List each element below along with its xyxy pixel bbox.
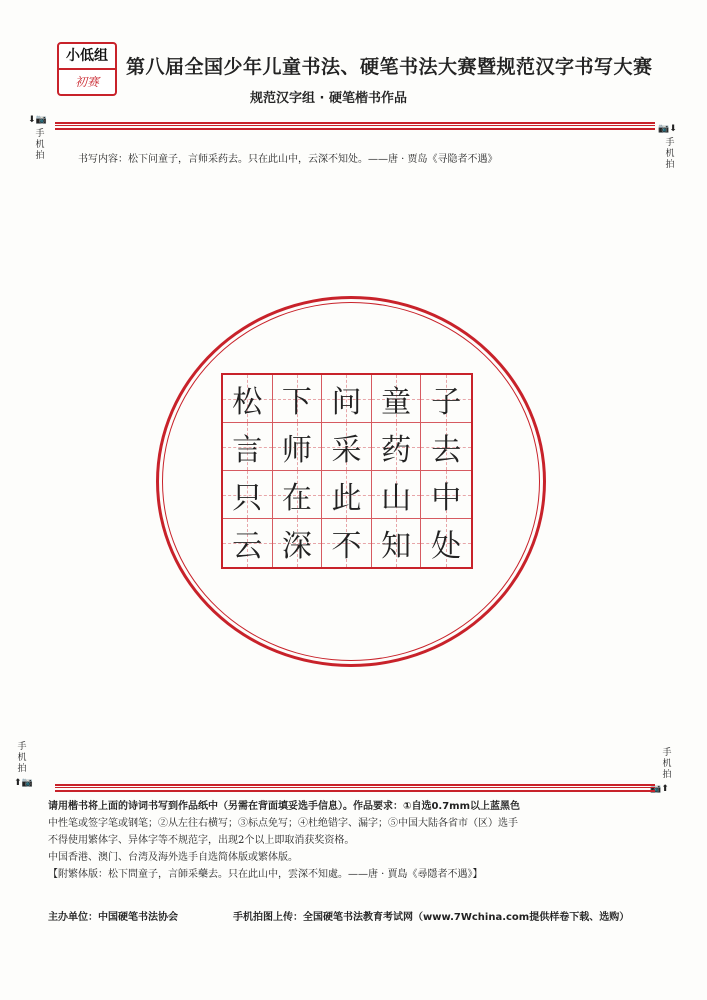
grid-cell — [372, 519, 422, 567]
grid-char: 子 — [431, 384, 462, 420]
grid-cell — [273, 423, 323, 471]
bottom-divider — [55, 784, 655, 792]
grid-char: 中 — [431, 480, 462, 516]
grid-cell — [372, 423, 422, 471]
instruction-line: 中国香港、澳门、台湾及海外选手自选简体版或繁体版。 — [48, 852, 298, 863]
stage-label: 初赛 — [74, 75, 99, 89]
grid-char: 童 — [381, 384, 412, 420]
upload-info: 手机拍图上传：全国硬笔书法教育考试网（www.7Wchina.com提供样卷下载、选购） — [233, 912, 630, 923]
right-top-camera-icon: 📷⬇ — [658, 124, 677, 134]
grid-cell — [223, 423, 273, 471]
grid-cell — [322, 519, 372, 567]
instruction-line: 中性笔或签字笔或钢笔；②从左往右横写；③标点免写；④杜绝错字、漏字；⑤中国大陆各省市（区）选手 — [48, 818, 518, 829]
grid-char: 药 — [381, 432, 412, 468]
grid-char: 在 — [281, 480, 312, 516]
top-divider — [55, 122, 655, 130]
grid-cell — [322, 423, 372, 471]
grid-char: 山 — [381, 480, 412, 516]
left-top-photo-hint — [33, 129, 47, 162]
photo-hint-text: 手机拍 — [35, 129, 45, 161]
group-badge — [57, 42, 117, 96]
grid-cell — [322, 375, 372, 423]
grid-cell — [223, 519, 273, 567]
right-top-photo-hint — [663, 138, 677, 171]
grid-cell — [223, 375, 273, 423]
grid-cell — [273, 471, 323, 519]
grid-cell — [322, 471, 372, 519]
grid-cell — [421, 519, 471, 567]
grid-char: 师 — [281, 432, 312, 468]
grid-char: 只 — [232, 480, 263, 516]
grid-cell — [223, 471, 273, 519]
grid-cell — [372, 375, 422, 423]
left-top-camera-icon: ⬇📷 — [28, 115, 47, 125]
grid-cell — [372, 471, 422, 519]
right-bottom-camera-icon: 📷⬆ — [650, 784, 669, 794]
left-bottom-camera-icon: ⬆📷 — [14, 778, 33, 788]
grid-cell — [421, 471, 471, 519]
left-bottom-photo-hint — [15, 742, 29, 775]
grid-char: 问 — [331, 384, 362, 420]
grid-char: 言 — [232, 432, 263, 468]
instruction-line: 不得使用繁体字、异体字等不规范字，出现2个以上即取消获奖资格。 — [48, 835, 355, 846]
page-subtitle: 规范汉字组 · 硬笔楷书作品 — [250, 91, 407, 106]
grid-char: 去 — [431, 432, 462, 468]
grid-cell — [273, 519, 323, 567]
instructions — [48, 798, 663, 883]
right-bottom-photo-hint — [660, 748, 674, 781]
photo-hint-text: 手机拍 — [662, 748, 672, 780]
photo-hint-text: 手机拍 — [17, 742, 27, 774]
grid-char: 此 — [331, 480, 362, 516]
writing-content: 书写内容：松下问童子，言师采药去。只在此山中，云深不知处。——唐 · 贾岛《寻隐者不遇》 — [78, 154, 498, 165]
grid-char: 松 — [232, 384, 263, 420]
grid-char: 不 — [331, 529, 362, 564]
grid-cell — [421, 375, 471, 423]
organizer: 主办单位：中国硬笔书法协会 — [48, 912, 178, 923]
grid-cell — [421, 423, 471, 471]
page-title: 第八届全国少年儿童书法、硬笔书法大赛暨规范汉字书写大赛 — [126, 56, 653, 78]
instruction-line: 请用楷书将上面的诗词书写到作品纸中（另需在背面填妥选手信息）。作品要求：①自选0.7mm以上蓝黑色 — [48, 801, 521, 812]
traditional-version-line: 【附繁体版：松下問童子，言師采藥去。只在此山中，雲深不知處。——唐 · 賈島《尋隱者不遇》】 — [48, 869, 483, 880]
group-label: 小低组 — [59, 44, 115, 70]
grid-char: 深 — [281, 529, 312, 564]
grid-char: 云 — [232, 529, 263, 564]
grid-char: 知 — [381, 529, 412, 564]
grid-char: 处 — [431, 529, 462, 564]
grid-char: 下 — [281, 384, 312, 420]
grid-cell — [273, 375, 323, 423]
grid-char: 采 — [331, 432, 362, 468]
photo-hint-text: 手机拍 — [665, 138, 675, 170]
writing-grid — [221, 373, 473, 569]
